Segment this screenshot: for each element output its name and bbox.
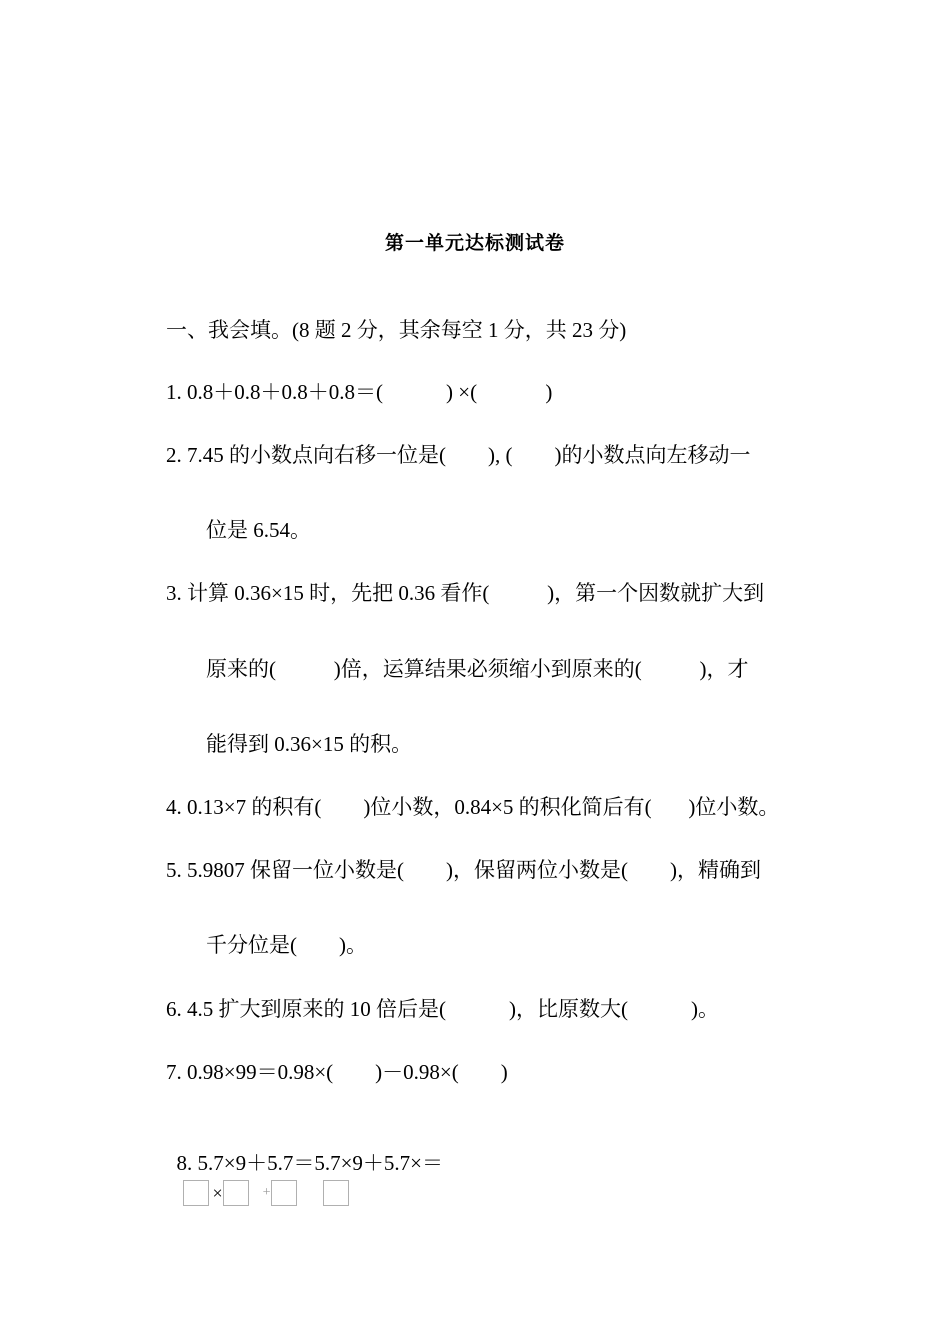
q8-op-2: + [262,1185,271,1201]
question-4: 4. 0.13×7 的积有( )位小数，0.84×5 的积化简后有( )位小数。 [166,795,780,819]
answer-box-4[interactable] [323,1180,349,1206]
question-5: 5. 5.9807 保留一位小数是( )，保留两位小数是( )，精确到 [166,858,761,882]
section-heading: 一、我会填。(8 题 2 分，其余每空 1 分，共 23 分) [166,318,627,342]
question-3-cont-1: 原来的( )倍，运算结果必须缩小到原来的( )，才 [206,657,749,681]
answer-box-3[interactable] [271,1180,297,1206]
question-8-text: 8. 5.7×9＋5.7＝5.7×9＋5.7×＝ [176,1151,444,1175]
question-7: 7. 0.98×99＝0.98×( )－0.98×( ) [166,1060,508,1084]
answer-box-2[interactable] [223,1180,249,1206]
question-3: 3. 计算 0.36×15 时，先把 0.36 看作( )，第一个因数就扩大到 [166,581,765,605]
question-2-cont: 位是 6.54。 [206,518,311,542]
question-3-cont-2: 能得到 0.36×15 的积。 [206,732,413,756]
question-2: 2. 7.45 的小数点向右移一位是( ), ( )的小数点向左移动一 [166,443,751,467]
q8-op-1: × [212,1183,223,1204]
answer-box-1[interactable] [183,1180,209,1206]
page-title: 第一单元达标测试卷 [384,233,565,254]
question-1: 1. 0.8＋0.8＋0.8＋0.8＝( ) ×( ) [166,380,553,404]
question-5-cont: 千分位是( )。 [206,933,367,957]
question-8 [166,1121,443,1207]
question-6: 6. 4.5 扩大到原来的 10 倍后是( )，比原数大( )。 [166,997,719,1021]
